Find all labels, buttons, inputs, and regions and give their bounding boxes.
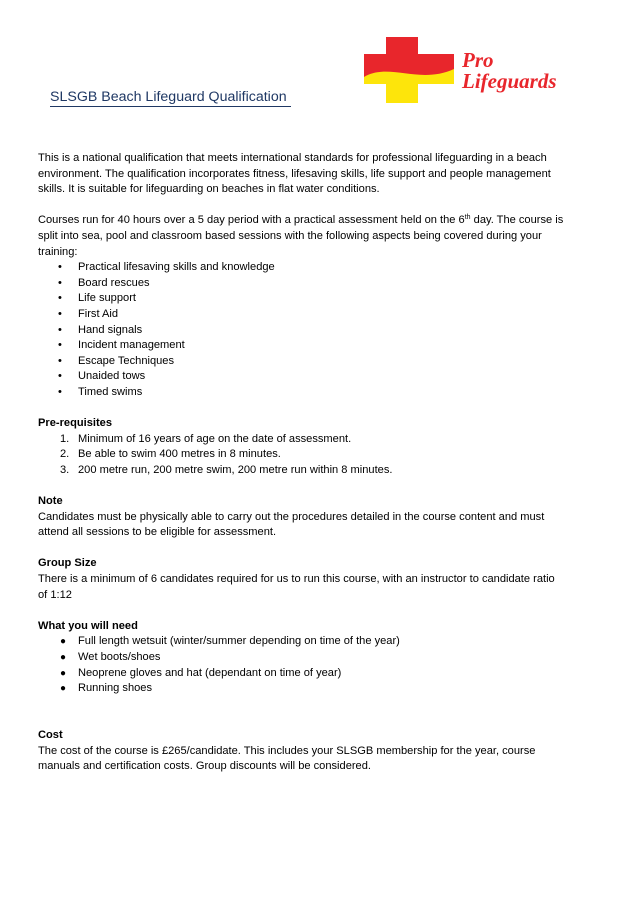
intro-line-2: environment. The qualification incorporates fitness, lifesaving skills, life support and people management — [38, 167, 551, 180]
logo-text-lifeguards: Lifeguards — [462, 69, 557, 93]
note-line-2: attend all sessions to be eligible for assessment. — [38, 526, 277, 539]
courses-line-3: training: — [38, 245, 78, 258]
list-item: • Practical lifesaving skills and knowledge — [58, 261, 275, 274]
list-item: • Hand signals — [58, 323, 143, 336]
logo-text-pro: Pro — [462, 48, 494, 72]
cost-heading: Cost — [38, 728, 63, 741]
pro-lifeguards-logo — [364, 37, 602, 103]
lifeguard-cross-icon — [364, 37, 602, 103]
courses-line-1: Courses run for 40 hours over a 5 day period with a practical assessment held on the 6th day. The course is — [38, 214, 564, 227]
prerequisites-list — [38, 432, 604, 479]
list-item: ● Running shoes — [60, 682, 153, 695]
intro-line-1: This is a national qualification that meets international standards for professional lifeguarding in a beach — [38, 152, 547, 164]
note-line-1: Candidates must be physically able to carry out the procedures detailed in the course content and must — [38, 510, 545, 523]
aspects-list — [38, 260, 604, 400]
list-item: 1. Minimum of 16 years of age on the date of assessment. — [60, 432, 352, 445]
note-heading: Note — [38, 495, 63, 508]
list-item: ● Wet boots/shoes — [60, 651, 161, 663]
courses-line-2: split into sea, pool and classroom based sessions with the following aspects being covered during your — [38, 229, 542, 242]
list-item: • Incident management — [58, 339, 185, 352]
list-item: 3. 200 metre run, 200 metre swim, 200 metre run within 8 minutes. — [60, 463, 393, 476]
intro-line-3: skills. It is suitable for lifeguarding on beaches in flat water conditions. — [38, 183, 380, 196]
group-size-heading: Group Size — [38, 557, 97, 570]
list-item: • Escape Techniques — [58, 354, 175, 367]
list-item: • Board rescues — [58, 276, 150, 289]
list-item: • Unaided tows — [58, 370, 146, 383]
cost-line-2: manuals and certification costs. Group discounts will be considered. — [38, 760, 371, 773]
need-heading: What you will need — [38, 619, 138, 632]
list-item: • Timed swims — [58, 385, 143, 398]
list-item: ● Full length wetsuit (winter/summer depending on time of the year) — [60, 635, 400, 648]
need-list — [38, 634, 604, 696]
group-size-line-1: There is a minimum of 6 candidates required for us to run this course, with an instructor to candidate ratio — [38, 573, 555, 586]
document-title: SLSGB Beach Lifeguard Qualification — [50, 88, 291, 107]
document-body — [38, 151, 604, 775]
prerequisites-heading: Pre-requisites — [38, 417, 112, 430]
list-item: 2. Be able to swim 400 metres in 8 minutes. — [60, 448, 281, 461]
list-item: • Life support — [58, 292, 136, 305]
cost-line-1: The cost of the course is £265/candidate. This includes your SLSGB membership for the year, course — [38, 744, 536, 757]
list-item: ● Neoprene gloves and hat (dependant on time of year) — [60, 666, 342, 679]
group-size-line-2: of 1:12 — [38, 588, 72, 601]
list-item: • First Aid — [58, 307, 119, 320]
